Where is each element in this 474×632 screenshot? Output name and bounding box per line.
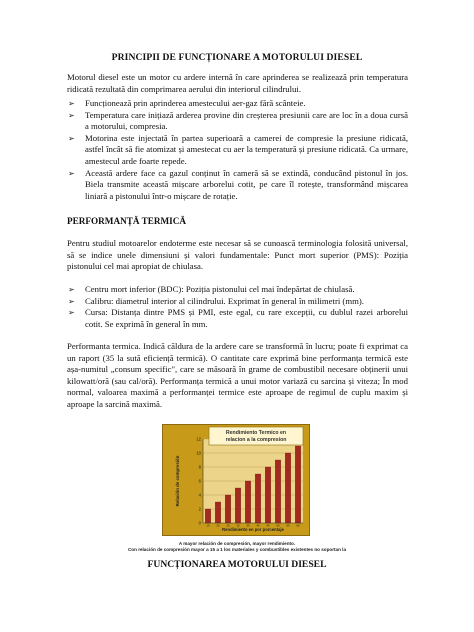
chart-figure — [162, 424, 310, 536]
arrow-bullet-icon: ➢ — [68, 308, 75, 318]
x-tick-label: 40 — [256, 523, 260, 528]
x-tick-label: 30 — [236, 523, 240, 528]
list-item: ➢ Temperatura care inițiază arderea provine din creșterea presiunii care are loc în a doua cursă a motorului, compresia. — [68, 109, 408, 132]
y-tick-label: 8 — [198, 464, 201, 470]
y-axis-label: Relación de compresión — [175, 455, 180, 507]
chart-bar — [255, 474, 261, 523]
x-tick-label: 20 — [216, 523, 220, 528]
page-title: PRINCIPII DE FUNCȚIONARE A MOTORULUI DIESEL — [111, 52, 363, 63]
list-item: ➢ Cursa: Distanța dintre PMS și PMI, este egal, cu rare excepții, cu dublul razei arborelui cotit. Se exprimă în general în mm. — [68, 307, 408, 329]
y-tick-label: 10 — [196, 450, 201, 456]
chart-bar — [205, 509, 211, 523]
x-tick-label: 50 — [276, 523, 280, 528]
x-tick-label: 35 — [246, 523, 250, 528]
chart-title-line1: Rendimiento Termico en — [225, 430, 287, 436]
arrow-bullet-icon: ➢ — [68, 99, 75, 108]
y-tick-label: 4 — [198, 492, 201, 498]
x-tick-label: 60 — [296, 523, 300, 528]
list-item: ➢ Motorina este injectată în partea superioară a camerei de compresie la presiune ridicată, astfel încât să fie atomizat și amestecat cu aer la temperatură și presiune ridicată. Ca urmare, amestecul arde foarte repede. — [68, 132, 408, 166]
y-tick-label: 2 — [198, 506, 201, 512]
y-tick-label: 0 — [198, 520, 201, 526]
chart-title-line2: relacion a la compresion — [225, 437, 287, 443]
bar-chart — [163, 425, 309, 535]
list-item: ➢ Calibru: diametrul interior al cilindrului. Exprimat în general în milimetri (mm). — [68, 295, 364, 306]
arrow-bullet-icon: ➢ — [68, 110, 75, 120]
figure-caption-line2: Con relación de compresión mayor a 15 a 1 los materiales y combustibles existentes no soportan la — [127, 547, 347, 552]
arrow-bullet-icon: ➢ — [68, 133, 75, 143]
arrow-bullet-icon: ➢ — [68, 296, 75, 306]
principles-list — [67, 98, 408, 202]
arrow-bullet-icon: ➢ — [68, 285, 75, 294]
chart-bar — [265, 467, 271, 523]
y-tick-label: 6 — [198, 478, 201, 484]
y-tick-label: 12 — [196, 436, 201, 442]
chart-bar — [225, 495, 231, 523]
x-tick-label: 25 — [226, 523, 230, 528]
x-axis-label: Rendimiento en por porcentaje — [222, 527, 284, 532]
arrow-bullet-icon: ➢ — [68, 168, 75, 178]
chart-bar — [215, 502, 221, 523]
list-item: ➢ Această ardere face ca gazul conținut în cameră să se extindă, conducând pistonul în jos. Biela transmite această mișcare arborelui cotit, pe care îl rotește, transformând mișcarea liniară a pistonului într-o mișcare de rotație. — [68, 167, 408, 201]
list-item: ➢ Centru mort inferior (BDC): Poziția pistonului cel mai îndepărtat de chiulasă. — [68, 284, 355, 294]
section-title-bottom: FUNCȚIONAREA MOTORULUI DIESEL — [147, 559, 327, 570]
terms-list — [67, 284, 408, 330]
x-tick-label: 55 — [286, 523, 290, 528]
chart-bar — [275, 460, 281, 523]
x-tick-label: 15 — [206, 523, 210, 528]
performance-paragraph: Performanta termica. Indică căldura de la ardere care se transformă în lucru; poate fi exprimat ca un raport (35 la sută eficiență termică). O cantitate care exprimă bine performanța termică este așa-numitul „consum specific", care se măsoară în grame de combustibil necesare obținerii unui kilowatt/oră (sau cal/oră). Performanța termică a unui motor variază cu sarcina și viteza; În mod normal, valoarea maximă a performanței termice este aproape de regimul de cuplu maxim și aproape la sarcină maximă. — [67, 341, 408, 409]
x-tick-label: 45 — [266, 523, 270, 528]
section-heading: PERFORMANȚĂ TERMICĂ — [67, 216, 187, 226]
chart-bar — [285, 453, 291, 523]
chart-bar — [245, 481, 251, 523]
intro-paragraph: Motorul diesel este un motor cu ardere internă în care aprinderea se realizează prin temperatura ridicată rezultată din comprimarea aerului din interiorul cilindrului. — [67, 72, 408, 94]
chart-bar — [235, 488, 241, 523]
figure-caption-line1: A mayor relación de compresión, mayor rendimiento. — [178, 541, 296, 546]
chart-bar — [295, 446, 301, 523]
list-item: ➢ Funcționează prin aprinderea amestecului aer-gaz fără scânteie. — [68, 98, 306, 108]
terms-intro-paragraph: Pentru studiul motoarelor endoterme este necesar să se cunoască terminologia folosită universal, să se indice unele dimensiuni și valori fundamentale: Punct mort superior (PMS): Poziția pistonului cel mai apropiat de chiulasa. — [67, 238, 408, 272]
